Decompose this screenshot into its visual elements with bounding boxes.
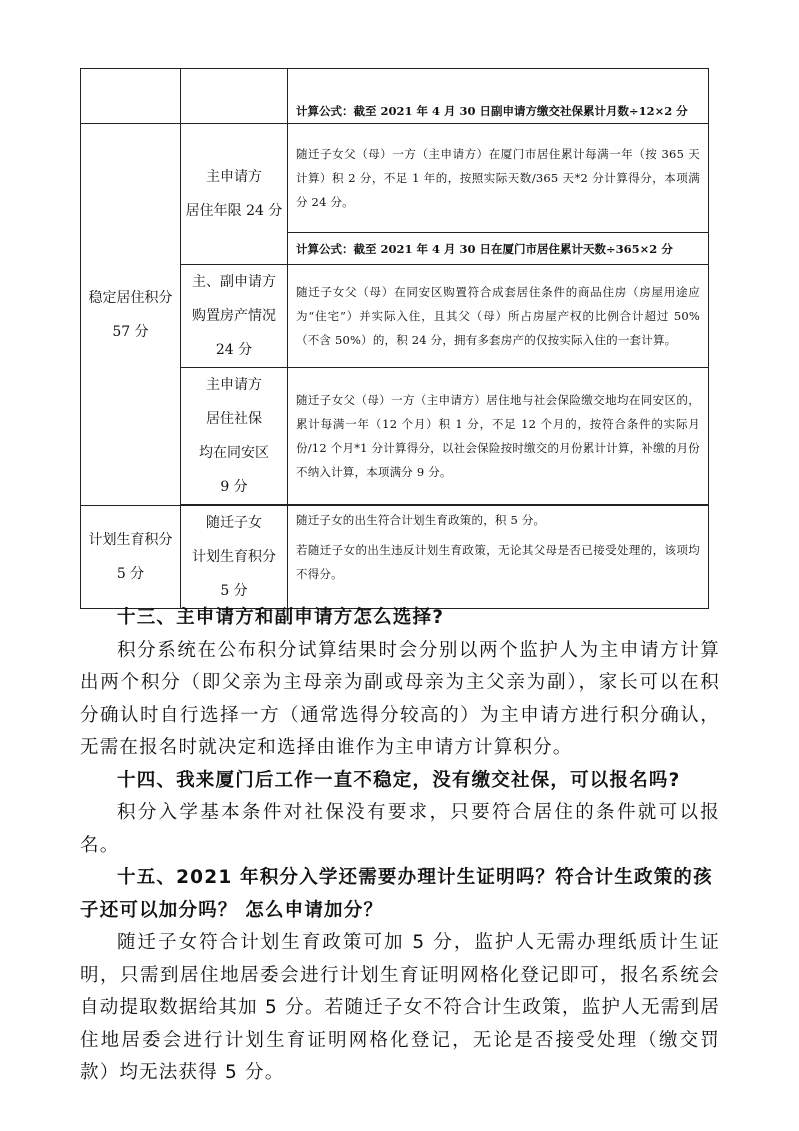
description-text: 若随迁子女的出生违反计划生育政策，无论其父母是否已接受处理的，该项均不得分。 <box>296 543 700 581</box>
description-text: 随迁子女父（母）一方（主申请方）居住地与社会保险缴交地均在同安区的，累计每满一年（12 个月）积 1 分，不足 12 个月的，按符合条件的实际月份/12 个月*1 分计算得分，以社会保险按时缴交的月份累计计算，补缴的月份不纳入计算，本项满分 9 分。 <box>296 393 700 479</box>
description-text: 随迁子女的出生符合计划生育政策的，积 5 分。 <box>296 513 546 527</box>
description-cell <box>288 124 709 233</box>
subitem-line: 24 分 <box>215 342 253 358</box>
subitem-line: 均在同安区 <box>199 445 269 461</box>
category-score: 5 分 <box>116 566 145 582</box>
table-row <box>81 69 709 124</box>
table-row <box>81 506 709 609</box>
category-cell <box>81 506 181 609</box>
description-text: 随迁子女父（母）一方（主申请方）在厦门市居住累计每满一年（按 365 天计算）积 2 分，不足 1 年的，按照实际天数/365 天*2 分计算得分，本项满分 24 分。 <box>296 147 700 209</box>
subitem-line: 计划生育积分 <box>192 549 276 565</box>
score-table <box>80 68 709 609</box>
body-text <box>80 602 720 1090</box>
subitem-line: 居住年限 24 分 <box>185 203 283 219</box>
description-text: 随迁子女父（母）在同安区购置符合成套居住条件的商品住房（房屋用途应为“住宅”）并实际入住，且其父（母）所占房屋产权的比例合计超过 50%（不含 50%）的，积 24 分，拥有多套房产的仅按实际入住的一套计算。 <box>296 285 700 347</box>
subitem-cell <box>181 506 288 609</box>
category-name: 计划生育积分 <box>88 532 173 548</box>
subitem-line: 主申请方 <box>206 169 262 185</box>
section-heading: 十三、主申请方和副申请方怎么选择? <box>117 607 445 628</box>
formula-text: 计算公式：截至 2021 年 4 月 30 日副申请方缴交社保累计月数÷12×2 分 <box>296 104 688 118</box>
subitem-line: 购置房产情况 <box>192 308 276 324</box>
section-heading: 十五、2021 年积分入学还需要办理计生证明吗？符合计生政策的孩子还可以加分吗？ 怎么申请加分？ <box>80 867 713 921</box>
formula-cell <box>288 233 709 265</box>
subitem-line: 随迁子女 <box>206 515 262 531</box>
table-row <box>81 124 709 233</box>
formula-text: 计算公式：截至 2021 年 4 月 30 日在厦门市居住累计天数÷365×2 分 <box>296 241 673 256</box>
category-cell <box>81 124 181 506</box>
subitem-line: 主申请方 <box>206 377 262 393</box>
subitem-cell <box>181 124 288 265</box>
paragraph: 积分入学基本条件对社保没有要求，只要符合居住的条件就可以报名。 <box>80 802 720 856</box>
subitem-line: 主、副申请方 <box>192 274 276 290</box>
category-score: 57 分 <box>112 323 149 340</box>
subitem-line: 5 分 <box>220 583 248 599</box>
paragraph: 随迁子女符合计划生育政策可加 5 分，监护人无需办理纸质计生证明，只需到居住地居委会进行计划生育证明网格化登记即可，报名系统会自动提取数据给其加 5 分。若随迁子女不符合计生政策，监护人无需到居住地居委会进行计划生育证明网格化登记，无论是否接受处理（缴交罚款）均无法获得 5 分。 <box>80 932 720 1083</box>
subitem-cell <box>181 265 288 368</box>
category-name: 稳定居住积分 <box>88 289 173 306</box>
description-cell <box>288 368 709 505</box>
subitem-line: 居住社保 <box>206 411 262 427</box>
subitem-line: 9 分 <box>220 479 248 495</box>
empty-cell <box>81 69 181 124</box>
section-heading: 十四、我来厦门后工作一直不稳定，没有缴交社保，可以报名吗? <box>117 769 681 791</box>
empty-cell <box>181 69 288 124</box>
paragraph: 积分系统在公布积分试算结果时会分别以两个监护人为主申请方计算出两个积分（即父亲为主母亲为副或母亲为主父亲为副），家长可以在积分确认时自行选择一方（通常选得分较高的）为主申请方进行积分确认，无需在报名时就决定和选择由谁作为主申请方计算积分。 <box>80 639 720 758</box>
formula-cell <box>288 69 709 124</box>
description-cell <box>288 506 709 609</box>
description-cell <box>288 265 709 368</box>
subitem-cell <box>181 368 288 505</box>
